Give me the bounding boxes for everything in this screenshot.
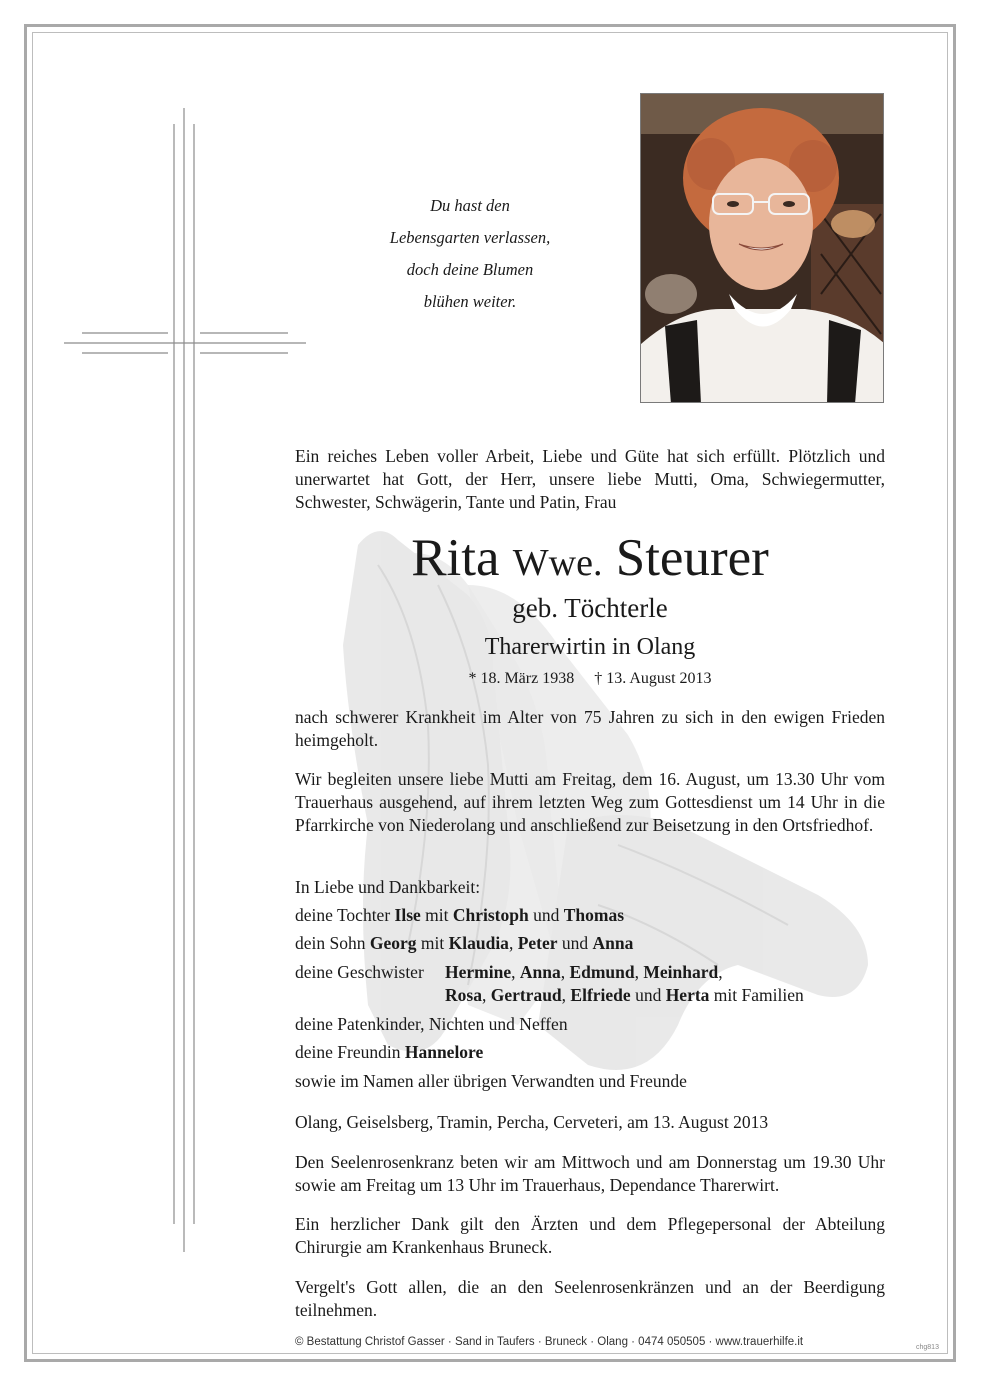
text: ,: [481, 985, 491, 1005]
paragraph-funeral: Wir begleiten unsere liebe Mutti am Freitag, dem 16. August, um 13.30 Uhr vom Trauerhaus ausgehend, auf ihrem letzten Weg zum Gottesdienst um 14 Uhr in die Pfarrkirche von Niederolang und anschließend zur Beisetzung in den Ortsfriedhof.: [295, 769, 885, 835]
name: Hermine: [445, 962, 512, 982]
name: Peter: [517, 933, 558, 953]
name: Edmund: [569, 962, 635, 982]
name: Rosa: [445, 985, 482, 1005]
poem-line: doch deine Blumen: [406, 260, 534, 279]
poem-line: Du hast den: [430, 196, 510, 215]
text: ,: [634, 962, 644, 982]
maiden-name: geb. Töchterle: [512, 593, 668, 623]
place-date: Olang, Geiselsberg, Tramin, Percha, Cerveteri, am 13. August 2013: [295, 1112, 769, 1132]
text: deine Freundin: [295, 1042, 405, 1062]
text: ,: [561, 985, 571, 1005]
document-code: chg813: [916, 1344, 939, 1351]
text: dein Sohn: [295, 933, 370, 953]
poem-line: blühen weiter.: [423, 292, 517, 311]
deceased-name: [295, 526, 885, 595]
life-dates: [295, 668, 885, 690]
text: ,: [560, 962, 570, 982]
rosary-text: Den Seelenrosenkranz beten wir am Mittwoch und am Donnerstag um 19.30 Uhr sowie am Freitag um 13 Uhr im Trauerhaus, Dependance Tharerwirt.: [295, 1152, 885, 1195]
cross-icon: [60, 100, 310, 1260]
thanks-text: Ein herzlicher Dank gilt den Ärzten und dem Pflegepersonal der Abteilung Chirurgie am Krankenhaus Bruneck.: [295, 1214, 885, 1257]
title: Wwe.: [512, 542, 603, 584]
name: Christoph: [452, 905, 529, 925]
death-date: † 13. August 2013: [594, 670, 712, 687]
text: ,: [718, 962, 723, 982]
paragraph-heimgeholt: nach schwerer Krankheit im Alter von 75 Jahren zu sich in den ewigen Frieden heimgeholt.: [295, 707, 885, 750]
name: Gertraud: [490, 985, 562, 1005]
name: Herta: [665, 985, 710, 1005]
birth-date: * 18. März 1938: [468, 670, 575, 687]
name: Meinhard: [643, 962, 719, 982]
poem: [350, 190, 590, 318]
family-heading: In Liebe und Dankbarkeit:: [295, 877, 481, 897]
name: Klaudia: [448, 933, 509, 953]
text: und: [630, 985, 666, 1005]
family-row-son: [295, 932, 633, 955]
poem-line: Lebensgarten verlassen,: [389, 228, 551, 247]
text: ,: [511, 962, 520, 982]
name: Ilse: [394, 905, 421, 925]
name: Anna: [592, 933, 634, 953]
family-row-siblings-2: [445, 984, 804, 1007]
text: deine Tochter: [295, 905, 395, 925]
last-name: Steurer: [615, 529, 769, 587]
text: mit: [420, 905, 453, 925]
family-row-siblings-label: deine Geschwister: [295, 962, 424, 982]
family-row-godchildren: deine Patenkinder, Nichten und Neffen: [295, 1014, 568, 1034]
role: Tharerwirtin in Olang: [484, 634, 696, 660]
text: und: [557, 933, 593, 953]
intro-text: Ein reiches Leben voller Arbeit, Liebe und Güte hat sich erfüllt. Plötzlich und unerwartet hat Gott, der Herr, unsere liebe Mutti, Oma, Schwiegermutter, Schwester, Schwägerin, Tante und Patin, Frau: [295, 446, 885, 512]
text: und: [528, 905, 564, 925]
family-row-siblings: [445, 961, 723, 984]
family-row-relatives: sowie im Namen aller übrigen Verwandten und Freunde: [295, 1071, 687, 1091]
text: ,: [508, 933, 518, 953]
footer-credits: © Bestattung Christof Gasser · Sand in Taufers · Bruneck · Olang · 0474 050505 · www.trauerhilfe.it: [295, 1336, 804, 1348]
text: mit Familien: [709, 985, 804, 1005]
portrait-photo: [640, 93, 884, 403]
first-name: Rita: [411, 529, 500, 587]
name: Hannelore: [404, 1042, 484, 1062]
closing-text: Vergelt's Gott allen, die an den Seelenrosenkränzen und an der Beerdigung teilnehmen.: [295, 1277, 885, 1320]
name: Elfriede: [570, 985, 631, 1005]
name: Thomas: [563, 905, 625, 925]
text: mit: [416, 933, 449, 953]
family-row-daughter: [295, 904, 624, 927]
family-row-friend: [295, 1041, 483, 1064]
name: Georg: [369, 933, 417, 953]
name: Anna: [519, 962, 561, 982]
